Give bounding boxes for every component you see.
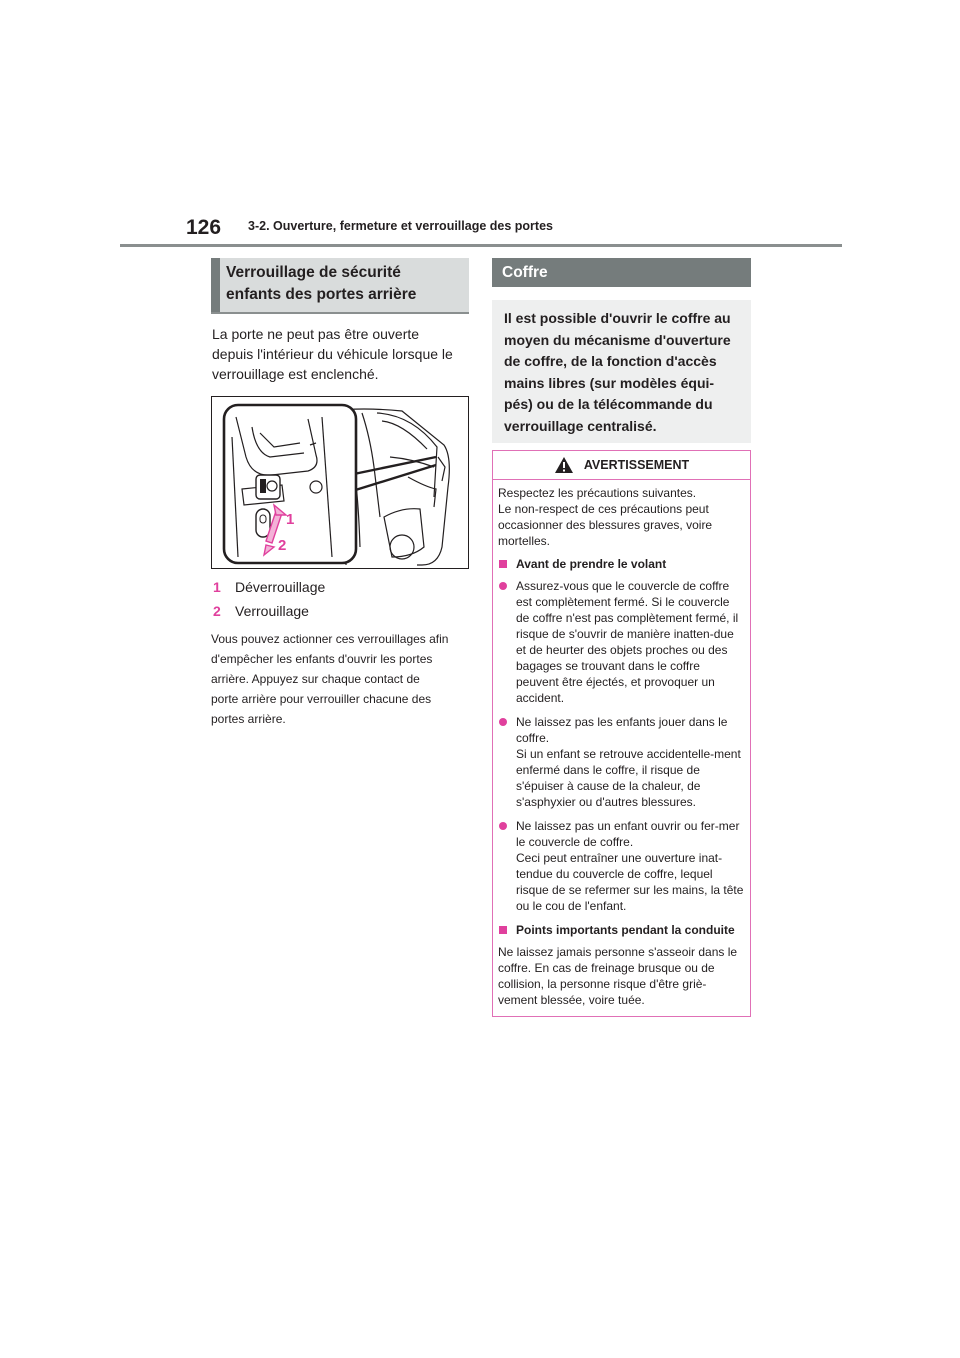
zoom-inset	[224, 405, 356, 563]
child-lock-symbol-detail	[260, 479, 266, 493]
header-rule	[120, 244, 842, 247]
warning-subheading	[498, 556, 745, 572]
body-line: portes arrière.	[211, 712, 286, 726]
callout-1: 1	[286, 511, 295, 528]
legend-number: 2	[213, 603, 221, 619]
warning-title: AVERTISSEMENT	[583, 458, 690, 472]
warning-bullet	[498, 578, 745, 706]
door-illustration-svg	[212, 397, 468, 568]
summary-line: verrouillage centralisé.	[504, 417, 657, 434]
round-bullet-icon	[499, 822, 507, 830]
chapter-title: 3-2. Ouverture, fermeture et verrouillage des portes	[248, 219, 553, 233]
summary-line: pés) ou de la télécommande du	[504, 396, 713, 412]
page-number: 126	[186, 216, 222, 239]
section-title-line: Verrouillage de sécurité	[226, 264, 401, 281]
child-lock-description	[211, 629, 469, 729]
body-line: d'empêcher les enfants d'ouvrir les portes	[211, 652, 433, 666]
warning-closing: Ne laissez jamais personne s'asseoir dans le coffre. En cas de freinage brusque ou de collision, la personne risque d'être griè-vement blessée, voire tuée.	[498, 945, 738, 1007]
summary-line: de coffre, de la fonction d'accès	[504, 353, 717, 369]
legend-item	[211, 599, 469, 623]
square-bullet-icon	[499, 560, 507, 568]
legend-label: Verrouillage	[235, 603, 309, 619]
bullet-text: Assurez-vous que le couvercle de coffre est complètement fermé. Si le couvercle de coffre n'est pas complètement fermé, il risque de s'ouvrir de manière inatten-due et de heurter des objets proches ou des bagages se trouvant dans le coffre peuvent être éjectés, et provoquer un accident.	[516, 579, 739, 705]
summary-line: Il est possible d'ouvrir le coffre au	[504, 310, 731, 326]
trunk-summary	[492, 300, 751, 443]
legend-label: Déverrouillage	[235, 579, 326, 595]
warning-box	[492, 450, 751, 1017]
subheading-text: Points importants pendant la conduite	[516, 923, 735, 937]
round-bullet-icon	[499, 582, 507, 590]
summary-line: mains libres (sur modèles équi-	[504, 374, 715, 391]
body-line: Vous pouvez actionner ces verrouillages afin	[211, 632, 449, 646]
body-line: porte arrière pour verrouiller chacune des	[211, 692, 432, 706]
warning-subheading	[498, 922, 745, 938]
callout-2: 2	[278, 537, 287, 554]
right-column	[492, 258, 751, 1017]
legend-item	[211, 575, 469, 599]
bullet-text: Ne laissez pas les enfants jouer dans le coffre. Si un enfant se retrouve accidentelle-ment enfermé dans le coffre, il risque de s'épuiser à cause de la chaleur, de s'asphyxier ou d'autres blessures.	[516, 715, 741, 809]
summary-line: moyen du mécanisme d'ouverture	[504, 331, 731, 348]
warning-bullet	[498, 714, 745, 810]
intro-paragraph	[212, 324, 469, 384]
legend-number: 1	[213, 579, 221, 595]
intro-line: verrouillage est enclenché.	[212, 366, 379, 382]
child-lock-section-title	[211, 258, 469, 312]
bullet-text: Ne laissez pas un enfant ouvrir ou fer-mer le couvercle de coffre. Ceci peut entraîner une ouverture inat-tendue du couvercle de coffre, lequel risque de se refermer sur les mains, la tête ou le cou de l'enfant.	[516, 819, 744, 913]
warning-intro: Respectez les précautions suivantes. Le non-respect de ces précautions peut occasionner des blessures graves, voire mortelles.	[498, 486, 713, 548]
subheading-text: Avant de prendre le volant	[516, 557, 667, 571]
lock-lever-detail	[260, 515, 266, 523]
child-lock-illustration	[211, 396, 469, 569]
trunk-section-title: Coffre	[492, 258, 751, 287]
intro-line: depuis l'intérieur du véhicule lorsque le	[212, 346, 453, 362]
body-line: arrière. Appuyez sur chaque contact de	[211, 672, 420, 686]
warning-body	[493, 480, 750, 1016]
warning-header	[493, 451, 750, 480]
figure-legend	[211, 575, 469, 623]
warning-triangle-icon	[554, 456, 574, 474]
left-column	[211, 258, 469, 729]
warning-bullet	[498, 818, 745, 914]
round-bullet-icon	[499, 718, 507, 726]
section-rule	[211, 312, 469, 314]
square-bullet-icon	[499, 926, 507, 934]
intro-line: La porte ne peut pas être ouverte	[212, 326, 420, 342]
section-title-line: enfants des portes arrière	[226, 286, 417, 303]
